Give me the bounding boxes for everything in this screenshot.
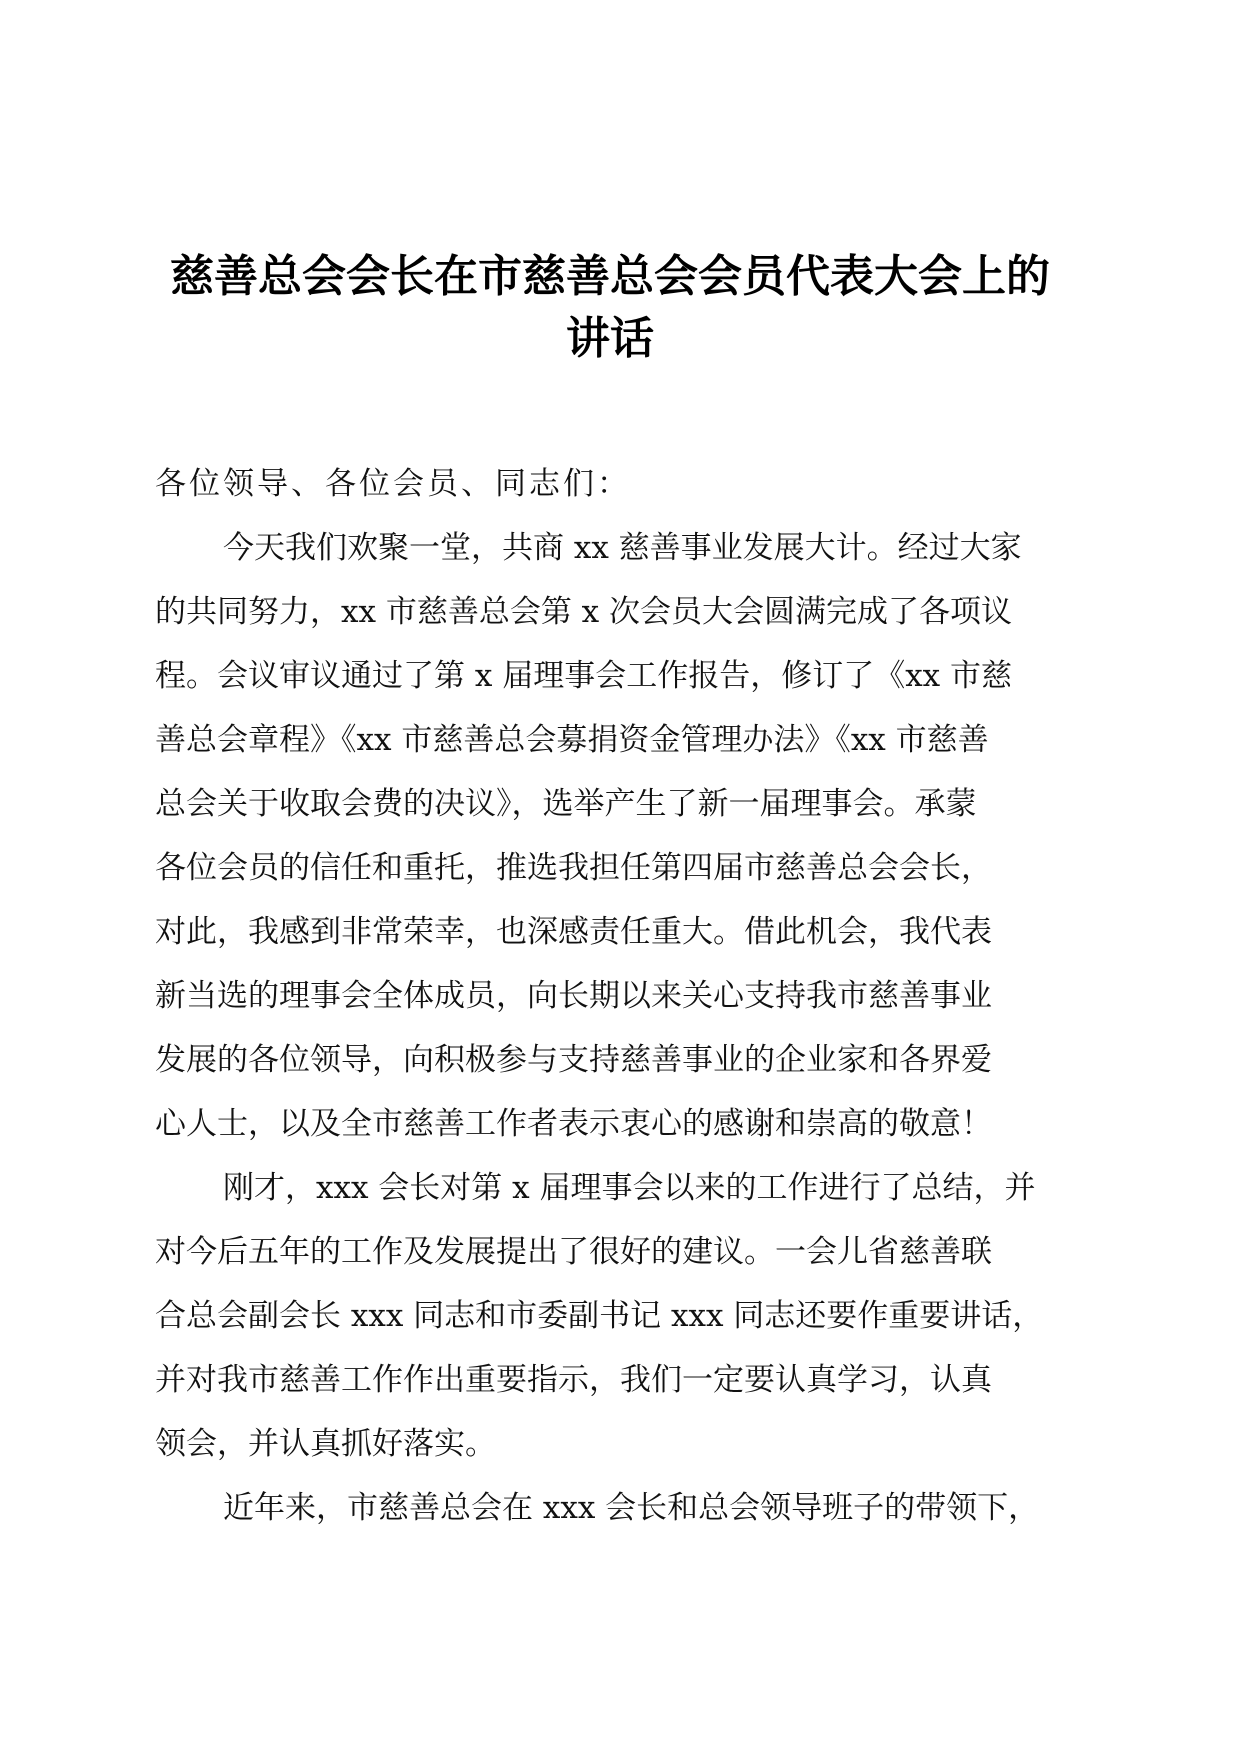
paragraph-line: 的共同努力，xx 市慈善总会第 x 次会员大会圆满完成了各项议 xyxy=(155,594,1013,630)
paragraph-line: 对此，我感到非常荣幸，也深感责任重大。借此机会，我代表 xyxy=(155,914,992,950)
paragraph-line: 心人士，以及全市慈善工作者表示衷心的感谢和崇高的敬意！ xyxy=(155,1106,992,1142)
paragraph-line: 合总会副会长 xxx 同志和市委副书记 xxx 同志还要作重要讲话， xyxy=(155,1298,1044,1334)
paragraph-line: 各位会员的信任和重托，推选我担任第四届市慈善总会会长， xyxy=(155,850,992,886)
paragraph-line: 程。会议审议通过了第 x 届理事会工作报告，修订了《xx 市慈 xyxy=(155,658,1013,694)
document-body xyxy=(155,452,1085,1540)
paragraph-line: 善总会章程》《xx 市慈善总会募捐资金管理办法》《xx 市慈善 xyxy=(155,722,989,758)
title-line-1: 慈善总会会长在市慈善总会会员代表大会上的 xyxy=(170,251,1050,302)
paragraph-line: 今天我们欢聚一堂，共商 xx 慈善事业发展大计。经过大家 xyxy=(223,530,1022,566)
document-title xyxy=(140,246,1080,370)
paragraph-line: 对今后五年的工作及发展提出了很好的建议。一会儿省慈善联 xyxy=(155,1234,992,1270)
paragraph-1 xyxy=(155,516,1085,1156)
paragraph-line: 近年来，市慈善总会在 xxx 会长和总会领导班子的带领下， xyxy=(223,1490,1040,1526)
paragraph-line: 刚才，xxx 会长对第 x 届理事会以来的工作进行了总结，并 xyxy=(223,1170,1036,1206)
paragraph-line: 总会关于收取会费的决议》，选举产生了新一届理事会。承蒙 xyxy=(155,786,977,822)
paragraph-3 xyxy=(155,1476,1085,1540)
paragraph-line: 发展的各位领导，向积极参与支持慈善事业的企业家和各界爱 xyxy=(155,1042,992,1078)
paragraph-2 xyxy=(155,1156,1085,1476)
title-line-2: 讲话 xyxy=(566,313,654,364)
paragraph-line: 领会，并认真抓好落实。 xyxy=(155,1426,496,1462)
salutation: 各位领导、各位会员、同志们： xyxy=(155,466,631,502)
paragraph-line: 新当选的理事会全体成员，向长期以来关心支持我市慈善事业 xyxy=(155,978,992,1014)
paragraph-line: 并对我市慈善工作作出重要指示，我们一定要认真学习，认真 xyxy=(155,1362,992,1398)
